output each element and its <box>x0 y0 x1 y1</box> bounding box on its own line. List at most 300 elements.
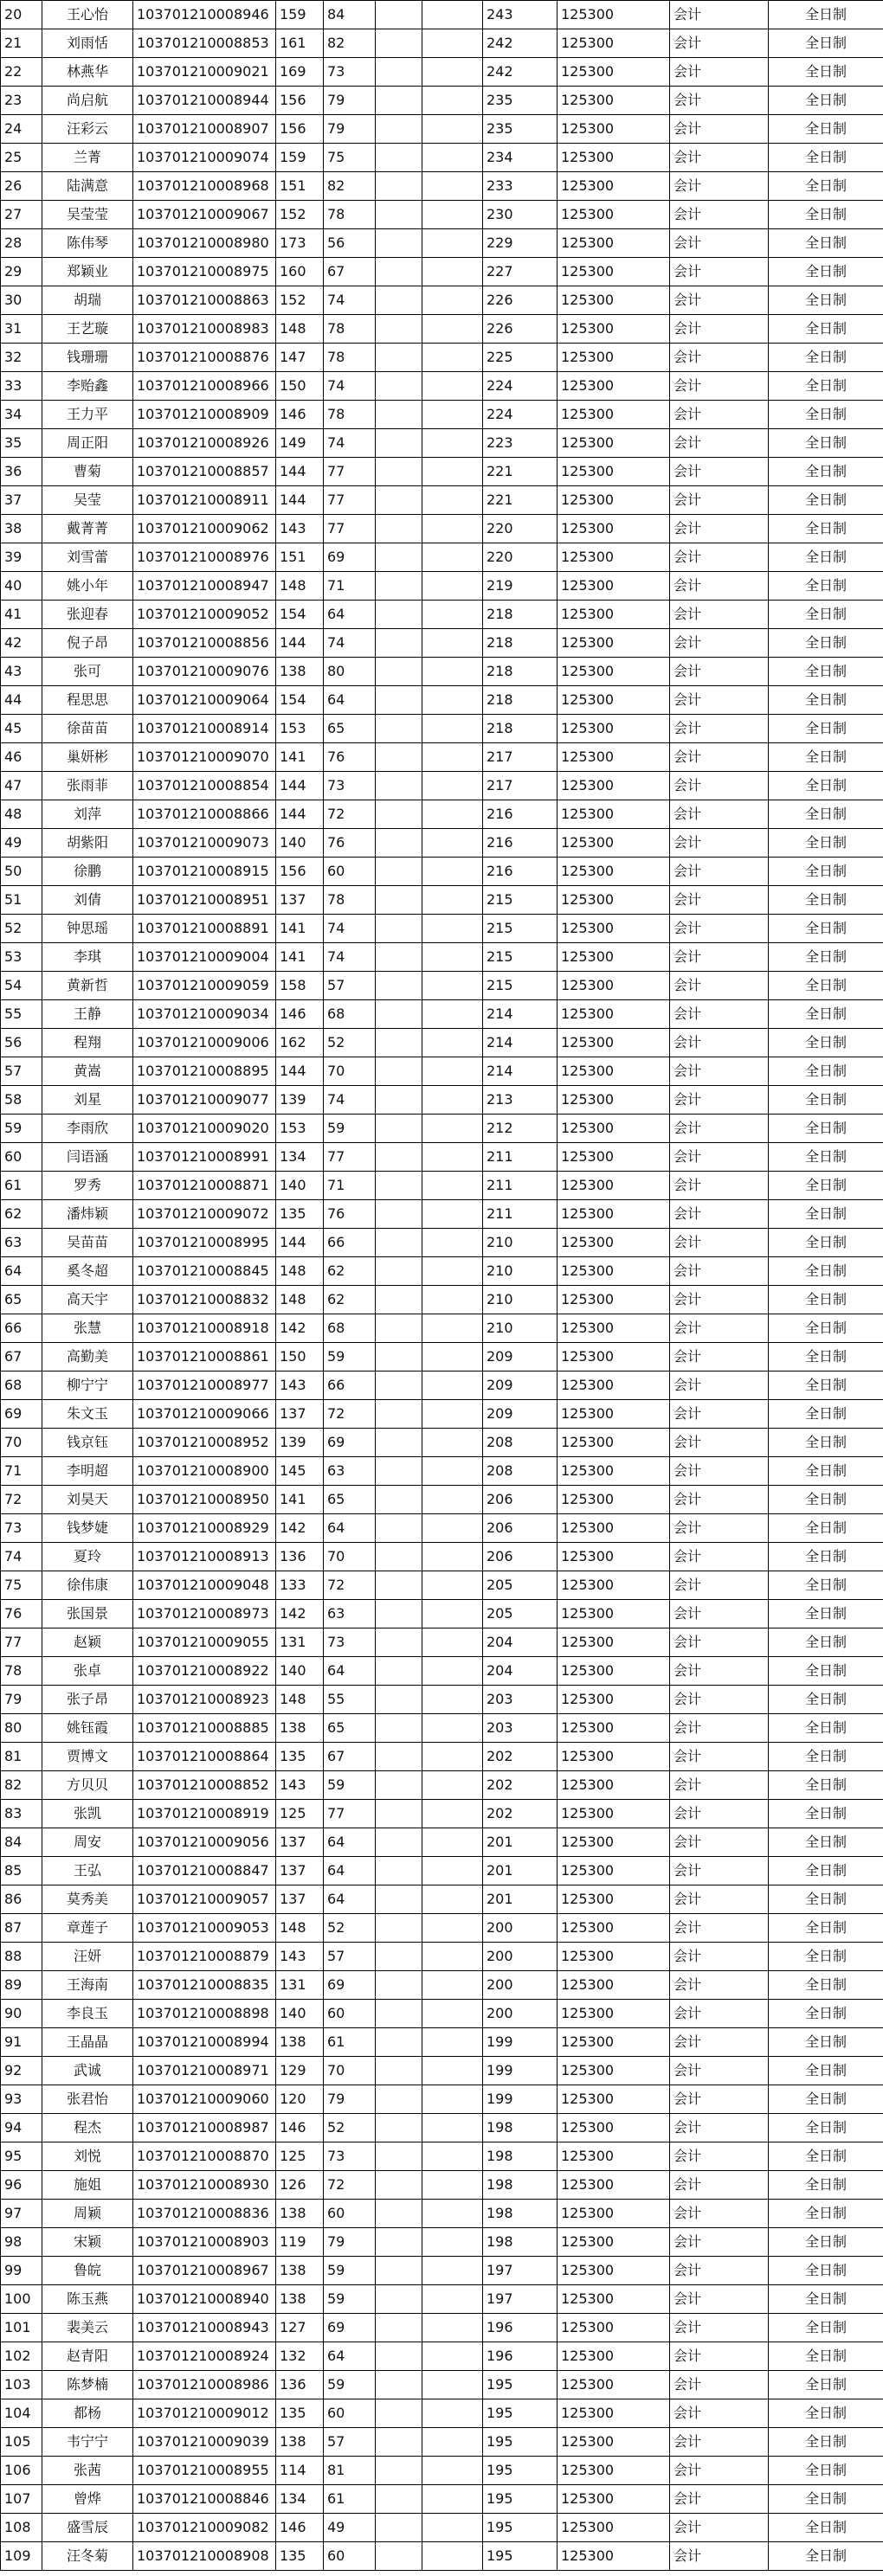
empty-col-2 <box>422 344 483 372</box>
major-code: 125300 <box>558 1971 670 2000</box>
empty-col-1 <box>376 1457 422 1486</box>
empty-col-2 <box>422 58 483 87</box>
exam-id: 103701210008983 <box>133 315 276 344</box>
empty-col-2 <box>422 1943 483 1971</box>
empty-col-1 <box>376 1 422 29</box>
total-score: 195 <box>483 2514 558 2542</box>
empty-col-1 <box>376 2000 422 2028</box>
total-score: 214 <box>483 1057 558 1086</box>
exam-id: 103701210008975 <box>133 258 276 286</box>
exam-id: 103701210009053 <box>133 1914 276 1943</box>
study-mode: 全日制 <box>769 1714 883 1743</box>
total-score: 233 <box>483 172 558 201</box>
major-code: 125300 <box>558 144 670 172</box>
row-number: 105 <box>1 2428 42 2457</box>
total-score: 197 <box>483 2285 558 2314</box>
table-row <box>1 972 883 1000</box>
table-row <box>1 2371 883 2399</box>
empty-col-1 <box>376 2285 422 2314</box>
row-number: 103 <box>1 2371 42 2399</box>
score-1: 138 <box>276 2257 324 2285</box>
table-row <box>1 2142 883 2171</box>
major-name: 会计 <box>670 915 769 943</box>
score-2: 69 <box>324 1971 376 2000</box>
score-1: 144 <box>276 800 324 829</box>
exam-id: 103701210009067 <box>133 201 276 229</box>
major-code: 125300 <box>558 1229 670 1257</box>
major-name: 会计 <box>670 1571 769 1600</box>
table-row <box>1 1714 883 1743</box>
empty-col-1 <box>376 543 422 572</box>
study-mode: 全日制 <box>769 486 883 515</box>
exam-id: 103701210008852 <box>133 1771 276 1800</box>
student-name: 李贻鑫 <box>42 372 133 401</box>
major-code: 125300 <box>558 2457 670 2485</box>
study-mode: 全日制 <box>769 29 883 58</box>
exam-id: 103701210009052 <box>133 601 276 629</box>
exam-id: 103701210008885 <box>133 1714 276 1743</box>
total-score: 224 <box>483 401 558 429</box>
student-name: 裴美云 <box>42 2314 133 2342</box>
total-score: 242 <box>483 29 558 58</box>
total-score: 202 <box>483 1771 558 1800</box>
exam-id: 103701210008924 <box>133 2342 276 2371</box>
major-name: 会计 <box>670 2514 769 2542</box>
empty-col-1 <box>376 2057 422 2085</box>
empty-col-2 <box>422 1086 483 1115</box>
major-name: 会计 <box>670 772 769 800</box>
exam-id: 103701210009048 <box>133 1571 276 1600</box>
empty-col-2 <box>422 486 483 515</box>
empty-col-2 <box>422 858 483 886</box>
student-name: 刘倩 <box>42 886 133 915</box>
score-1: 138 <box>276 658 324 686</box>
major-name: 会计 <box>670 1971 769 2000</box>
major-name: 会计 <box>670 58 769 87</box>
total-score: 210 <box>483 1314 558 1343</box>
total-score: 195 <box>483 2428 558 2457</box>
table-row <box>1 2542 883 2571</box>
empty-col-1 <box>376 2399 422 2428</box>
score-1: 125 <box>276 1800 324 1828</box>
empty-col-1 <box>376 2485 422 2514</box>
row-number: 78 <box>1 1657 42 1686</box>
empty-col-1 <box>376 1571 422 1600</box>
empty-col-1 <box>376 1943 422 1971</box>
row-number: 94 <box>1 2114 42 2142</box>
score-2: 63 <box>324 1600 376 1628</box>
student-name: 王海南 <box>42 1971 133 2000</box>
exam-id: 103701210008854 <box>133 772 276 800</box>
exam-id: 103701210008987 <box>133 2114 276 2142</box>
student-name: 陈玉燕 <box>42 2285 133 2314</box>
study-mode: 全日制 <box>769 1457 883 1486</box>
row-number: 75 <box>1 1571 42 1600</box>
row-number: 48 <box>1 800 42 829</box>
student-name: 李琪 <box>42 943 133 972</box>
exam-id: 103701210009039 <box>133 2428 276 2457</box>
major-code: 125300 <box>558 772 670 800</box>
major-code: 125300 <box>558 515 670 543</box>
student-name: 程思思 <box>42 686 133 715</box>
score-2: 52 <box>324 1029 376 1057</box>
score-1: 146 <box>276 1000 324 1029</box>
score-1: 141 <box>276 1486 324 1514</box>
major-code: 125300 <box>558 1828 670 1857</box>
exam-id: 103701210008926 <box>133 429 276 458</box>
row-number: 99 <box>1 2257 42 2285</box>
score-2: 69 <box>324 2314 376 2342</box>
total-score: 210 <box>483 1229 558 1257</box>
total-score: 200 <box>483 2000 558 2028</box>
score-1: 154 <box>276 686 324 715</box>
score-1: 144 <box>276 486 324 515</box>
student-name: 郑颖业 <box>42 258 133 286</box>
score-1: 137 <box>276 1400 324 1429</box>
score-1: 169 <box>276 58 324 87</box>
total-score: 198 <box>483 2200 558 2228</box>
score-2: 77 <box>324 458 376 486</box>
row-number: 61 <box>1 1172 42 1200</box>
table-row <box>1 915 883 943</box>
table-row <box>1 2399 883 2428</box>
total-score: 217 <box>483 743 558 772</box>
major-code: 125300 <box>558 429 670 458</box>
exam-id: 103701210008914 <box>133 715 276 743</box>
major-name: 会计 <box>670 372 769 401</box>
score-2: 63 <box>324 1457 376 1486</box>
score-2: 69 <box>324 1429 376 1457</box>
major-code: 125300 <box>558 2342 670 2371</box>
empty-col-2 <box>422 2457 483 2485</box>
exam-id: 103701210008856 <box>133 629 276 658</box>
empty-col-2 <box>422 972 483 1000</box>
total-score: 224 <box>483 372 558 401</box>
major-code: 125300 <box>558 2200 670 2228</box>
exam-id: 103701210009062 <box>133 515 276 543</box>
major-name: 会计 <box>670 2428 769 2457</box>
student-name: 王艺璇 <box>42 315 133 344</box>
major-code: 125300 <box>558 1514 670 1543</box>
empty-col-1 <box>376 658 422 686</box>
score-1: 119 <box>276 2228 324 2257</box>
score-2: 72 <box>324 1400 376 1429</box>
student-name: 张慧 <box>42 1314 133 1343</box>
empty-col-1 <box>376 858 422 886</box>
major-code: 125300 <box>558 1457 670 1486</box>
major-code: 125300 <box>558 2085 670 2114</box>
row-number: 23 <box>1 87 42 115</box>
score-1: 140 <box>276 1172 324 1200</box>
major-name: 会计 <box>670 1914 769 1943</box>
score-2: 57 <box>324 2428 376 2457</box>
exam-id: 103701210009074 <box>133 144 276 172</box>
major-name: 会计 <box>670 886 769 915</box>
empty-col-1 <box>376 1172 422 1200</box>
major-name: 会计 <box>670 1800 769 1828</box>
empty-col-2 <box>422 1628 483 1657</box>
score-2: 64 <box>324 601 376 629</box>
table-row <box>1 87 883 115</box>
row-number: 67 <box>1 1343 42 1372</box>
row-number: 98 <box>1 2228 42 2257</box>
study-mode: 全日制 <box>769 1372 883 1400</box>
score-1: 140 <box>276 1657 324 1686</box>
score-1: 137 <box>276 1828 324 1857</box>
student-name: 刘萍 <box>42 800 133 829</box>
score-1: 146 <box>276 401 324 429</box>
study-mode: 全日制 <box>769 943 883 972</box>
empty-col-1 <box>376 401 422 429</box>
empty-col-2 <box>422 686 483 715</box>
study-mode: 全日制 <box>769 401 883 429</box>
major-name: 会计 <box>670 1257 769 1286</box>
table-row <box>1 1914 883 1943</box>
major-code: 125300 <box>558 401 670 429</box>
major-code: 125300 <box>558 372 670 401</box>
score-2: 64 <box>324 1514 376 1543</box>
score-2: 74 <box>324 943 376 972</box>
score-1: 114 <box>276 2457 324 2485</box>
major-name: 会计 <box>670 2114 769 2142</box>
score-2: 78 <box>324 401 376 429</box>
exam-id: 103701210008913 <box>133 1543 276 1571</box>
row-number: 90 <box>1 2000 42 2028</box>
student-name: 张雨菲 <box>42 772 133 800</box>
row-number: 50 <box>1 858 42 886</box>
exam-id: 103701210008908 <box>133 2542 276 2571</box>
study-mode: 全日制 <box>769 800 883 829</box>
major-code: 125300 <box>558 1429 670 1457</box>
major-code: 125300 <box>558 1372 670 1400</box>
score-2: 74 <box>324 286 376 315</box>
empty-col-2 <box>422 1 483 29</box>
total-score: 197 <box>483 2257 558 2285</box>
score-1: 135 <box>276 1200 324 1229</box>
empty-col-1 <box>376 1686 422 1714</box>
study-mode: 全日制 <box>769 1885 883 1914</box>
row-number: 91 <box>1 2028 42 2057</box>
table-row <box>1 715 883 743</box>
study-mode: 全日制 <box>769 629 883 658</box>
table-row <box>1 1571 883 1600</box>
score-2: 70 <box>324 1057 376 1086</box>
score-2: 76 <box>324 1200 376 1229</box>
major-code: 125300 <box>558 1628 670 1657</box>
total-score: 218 <box>483 686 558 715</box>
score-1: 156 <box>276 858 324 886</box>
score-2: 84 <box>324 1 376 29</box>
major-code: 125300 <box>558 972 670 1000</box>
total-score: 226 <box>483 286 558 315</box>
empty-col-1 <box>376 144 422 172</box>
exam-id: 103701210008853 <box>133 29 276 58</box>
score-2: 56 <box>324 229 376 258</box>
total-score: 216 <box>483 829 558 858</box>
empty-col-1 <box>376 1743 422 1771</box>
study-mode: 全日制 <box>769 2257 883 2285</box>
table-row <box>1 1286 883 1314</box>
score-2: 62 <box>324 1286 376 1314</box>
empty-col-1 <box>376 686 422 715</box>
study-mode: 全日制 <box>769 2142 883 2171</box>
major-name: 会计 <box>670 401 769 429</box>
major-code: 125300 <box>558 743 670 772</box>
score-2: 65 <box>324 1714 376 1743</box>
exam-id: 103701210008946 <box>133 1 276 29</box>
major-code: 125300 <box>558 858 670 886</box>
empty-col-1 <box>376 772 422 800</box>
major-code: 125300 <box>558 1743 670 1771</box>
major-name: 会计 <box>670 1429 769 1457</box>
empty-col-1 <box>376 572 422 601</box>
score-1: 131 <box>276 1971 324 2000</box>
student-name: 曹菊 <box>42 458 133 486</box>
major-code: 125300 <box>558 29 670 58</box>
major-code: 125300 <box>558 1200 670 1229</box>
empty-col-2 <box>422 1229 483 1257</box>
table-row <box>1 2428 883 2457</box>
score-2: 74 <box>324 915 376 943</box>
empty-col-1 <box>376 2200 422 2228</box>
empty-col-1 <box>376 1914 422 1943</box>
exam-id: 103701210008864 <box>133 1743 276 1771</box>
total-score: 198 <box>483 2171 558 2200</box>
table-row <box>1 543 883 572</box>
score-1: 136 <box>276 2371 324 2399</box>
empty-col-1 <box>376 1971 422 2000</box>
study-mode: 全日制 <box>769 1943 883 1971</box>
table-row <box>1 943 883 972</box>
empty-col-1 <box>376 2371 422 2399</box>
student-name: 张君怡 <box>42 2085 133 2114</box>
student-name: 黄嵩 <box>42 1057 133 1086</box>
total-score: 218 <box>483 658 558 686</box>
empty-col-2 <box>422 515 483 543</box>
score-1: 141 <box>276 915 324 943</box>
major-name: 会计 <box>670 2171 769 2200</box>
score-1: 151 <box>276 543 324 572</box>
row-number: 81 <box>1 1743 42 1771</box>
table-row <box>1 1372 883 1400</box>
study-mode: 全日制 <box>769 2342 883 2371</box>
score-2: 75 <box>324 144 376 172</box>
study-mode: 全日制 <box>769 2457 883 2485</box>
study-mode: 全日制 <box>769 1857 883 1885</box>
study-mode: 全日制 <box>769 743 883 772</box>
total-score: 220 <box>483 515 558 543</box>
student-name: 倪子昂 <box>42 629 133 658</box>
major-code: 125300 <box>558 1286 670 1314</box>
study-mode: 全日制 <box>769 1828 883 1857</box>
score-2: 57 <box>324 1943 376 1971</box>
major-name: 会计 <box>670 1314 769 1343</box>
major-name: 会计 <box>670 1828 769 1857</box>
table-row <box>1 229 883 258</box>
major-code: 125300 <box>558 1686 670 1714</box>
student-name: 张卓 <box>42 1657 133 1686</box>
score-1: 132 <box>276 2342 324 2371</box>
score-1: 154 <box>276 601 324 629</box>
score-1: 144 <box>276 629 324 658</box>
empty-col-2 <box>422 1172 483 1200</box>
score-2: 79 <box>324 2085 376 2114</box>
table-row <box>1 1115 883 1143</box>
table-row <box>1 1543 883 1571</box>
empty-col-2 <box>422 1514 483 1543</box>
student-name: 陈伟琴 <box>42 229 133 258</box>
study-mode: 全日制 <box>769 601 883 629</box>
total-score: 234 <box>483 144 558 172</box>
study-mode: 全日制 <box>769 772 883 800</box>
empty-col-2 <box>422 601 483 629</box>
study-mode: 全日制 <box>769 1914 883 1943</box>
score-1: 138 <box>276 1714 324 1743</box>
major-code: 125300 <box>558 1914 670 1943</box>
table-row <box>1 858 883 886</box>
major-name: 会计 <box>670 2342 769 2371</box>
study-mode: 全日制 <box>769 1514 883 1543</box>
study-mode: 全日制 <box>769 2542 883 2571</box>
score-2: 79 <box>324 87 376 115</box>
table-row <box>1 2171 883 2200</box>
table-row <box>1 2285 883 2314</box>
exam-id: 103701210009070 <box>133 743 276 772</box>
empty-col-2 <box>422 1657 483 1686</box>
student-name: 鲁皖 <box>42 2257 133 2285</box>
row-number: 66 <box>1 1314 42 1343</box>
row-number: 53 <box>1 943 42 972</box>
student-name: 盛雪辰 <box>42 2514 133 2542</box>
total-score: 209 <box>483 1400 558 1429</box>
empty-col-2 <box>422 2000 483 2028</box>
total-score: 216 <box>483 800 558 829</box>
score-2: 60 <box>324 858 376 886</box>
exam-id: 103701210008923 <box>133 1686 276 1714</box>
score-2: 61 <box>324 2028 376 2057</box>
student-name: 姚小年 <box>42 572 133 601</box>
study-mode: 全日制 <box>769 2085 883 2114</box>
total-score: 218 <box>483 715 558 743</box>
major-name: 会计 <box>670 1486 769 1514</box>
major-name: 会计 <box>670 1885 769 1914</box>
empty-col-1 <box>376 2257 422 2285</box>
table-row <box>1 743 883 772</box>
empty-col-1 <box>376 886 422 915</box>
total-score: 209 <box>483 1372 558 1400</box>
score-1: 141 <box>276 943 324 972</box>
score-1: 144 <box>276 1057 324 1086</box>
score-1: 148 <box>276 1914 324 1943</box>
table-row <box>1 1943 883 1971</box>
empty-col-1 <box>376 1429 422 1457</box>
empty-col-2 <box>422 1429 483 1457</box>
empty-col-1 <box>376 372 422 401</box>
score-2: 74 <box>324 1086 376 1115</box>
row-number: 71 <box>1 1457 42 1486</box>
empty-col-2 <box>422 315 483 344</box>
major-code: 125300 <box>558 115 670 144</box>
exam-id: 103701210008967 <box>133 2257 276 2285</box>
empty-col-1 <box>376 1057 422 1086</box>
total-score: 198 <box>483 2142 558 2171</box>
major-code: 125300 <box>558 1314 670 1343</box>
table-row <box>1 686 883 715</box>
table-row <box>1 1828 883 1857</box>
student-name: 宋颖 <box>42 2228 133 2257</box>
major-name: 会计 <box>670 315 769 344</box>
score-1: 148 <box>276 572 324 601</box>
